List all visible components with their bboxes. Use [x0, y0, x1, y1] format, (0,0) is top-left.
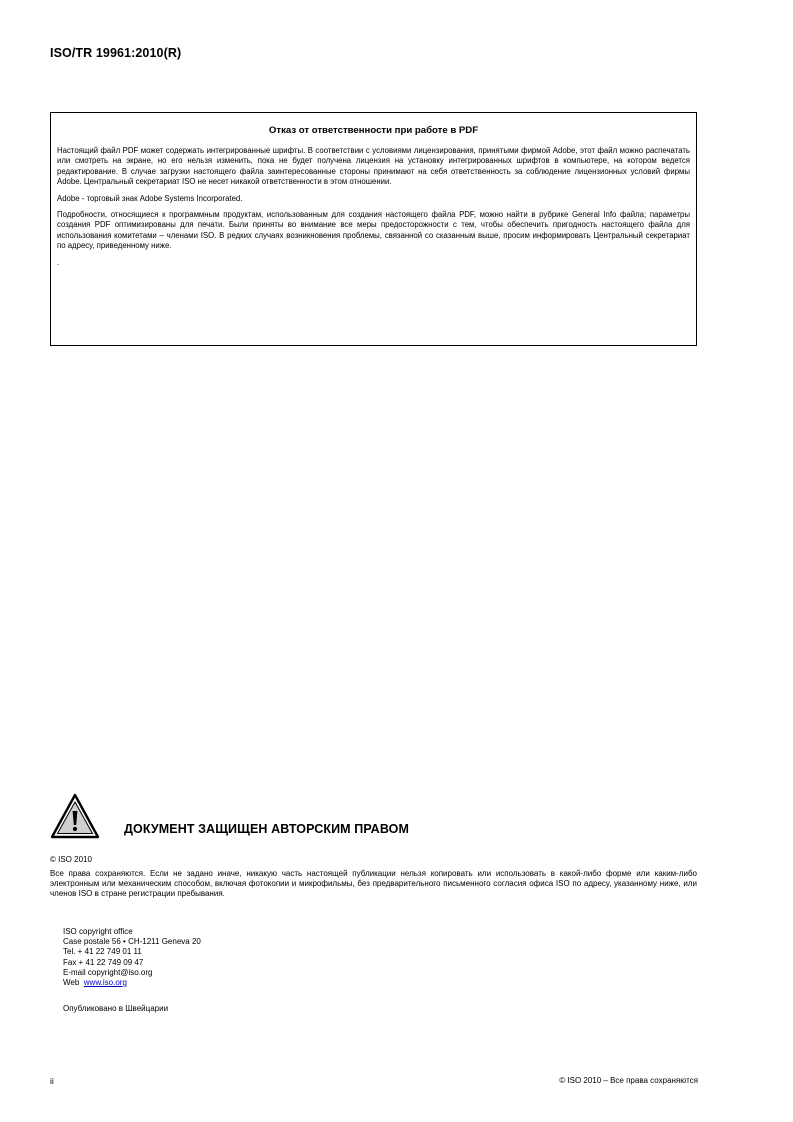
web-link[interactable]: www.iso.org	[83, 978, 127, 988]
copyright-symbol-line: © ISO 2010	[50, 855, 92, 864]
disclaimer-paragraph: Adobe - торговый знак Adobe Systems Incorporated.	[57, 193, 243, 203]
copyright-heading: ДОКУМЕНТ ЗАЩИЩЕН АВТОРСКИМ ПРАВОМ	[124, 822, 409, 836]
address-postal: Case postale 56 • CH-1211 Geneva 20	[63, 937, 201, 947]
document-code: ISO/TR 19961:2010(R)	[50, 46, 182, 60]
footer-copyright: © ISO 2010 – Все права сохраняются	[559, 1076, 698, 1085]
pdf-disclaimer-box	[50, 112, 697, 346]
address-tel: Tel. + 41 22 749 01 11	[63, 947, 142, 957]
address-block	[63, 927, 201, 988]
web-label: Web	[63, 978, 80, 988]
disclaimer-paragraph: .	[57, 257, 60, 267]
rights-text: Все права сохраняются. Если не задано иначе, никакую часть настоящей публикации нельзя копировать или использовать в какой-либо форме или каким-либо электронным или механическим способом, включая фотокопии и микрофильмы, без предварительного письменного согласия офиса ISO по адресу, указанному ниже, или членов ISO в стране регистрации пребывания.	[50, 869, 697, 899]
published-in: Опубликовано в Швейцарии	[63, 1004, 169, 1013]
warning-triangle-icon	[50, 793, 100, 839]
disclaimer-title: Отказ от ответственности при работе в PDF	[268, 125, 479, 136]
address-fax: Fax + 41 22 749 09 47	[63, 957, 144, 967]
address-email: E-mail copyright@iso.org	[63, 967, 153, 977]
disclaimer-paragraph: Подробности, относящиеся к программным продуктам, использованным для создания настоящего файла PDF, можно найти в рубрике General Info файла; параметры создания PDF оптимизированы для печати. Были приняты во внимание все меры предосторожности с тем, чтобы обеспечить пригодность настоящего файла для использования комитетами – членами ISO. В редких случаях возникновения проблемы, связанной со сказанным выше, просим информировать Центральный секретариат по адресу, приведенному ниже.	[57, 210, 690, 251]
address-office: ISO copyright office	[63, 927, 133, 936]
disclaimer-paragraph: Настоящий файл PDF может содержать интегрированные шрифты. В соответствии с условиями лицензирования, принятыми фирмой Adobe, этот файл можно распечатать или смотреть на экране, но его нельзя изменить, пока не будет получена лицензия на установку интегрированных шрифтов в компьютере, на котором ведется редактирование. В случае загрузки настоящего файла заинтересованные стороны принимают на себя ответственность за соблюдение лицензионных условий фирмы Adobe. Центральный секретариат ISO не несет никакой ответственности в этом отношении.	[57, 146, 690, 187]
address-web	[63, 978, 201, 988]
page-number: ii	[50, 1076, 54, 1086]
